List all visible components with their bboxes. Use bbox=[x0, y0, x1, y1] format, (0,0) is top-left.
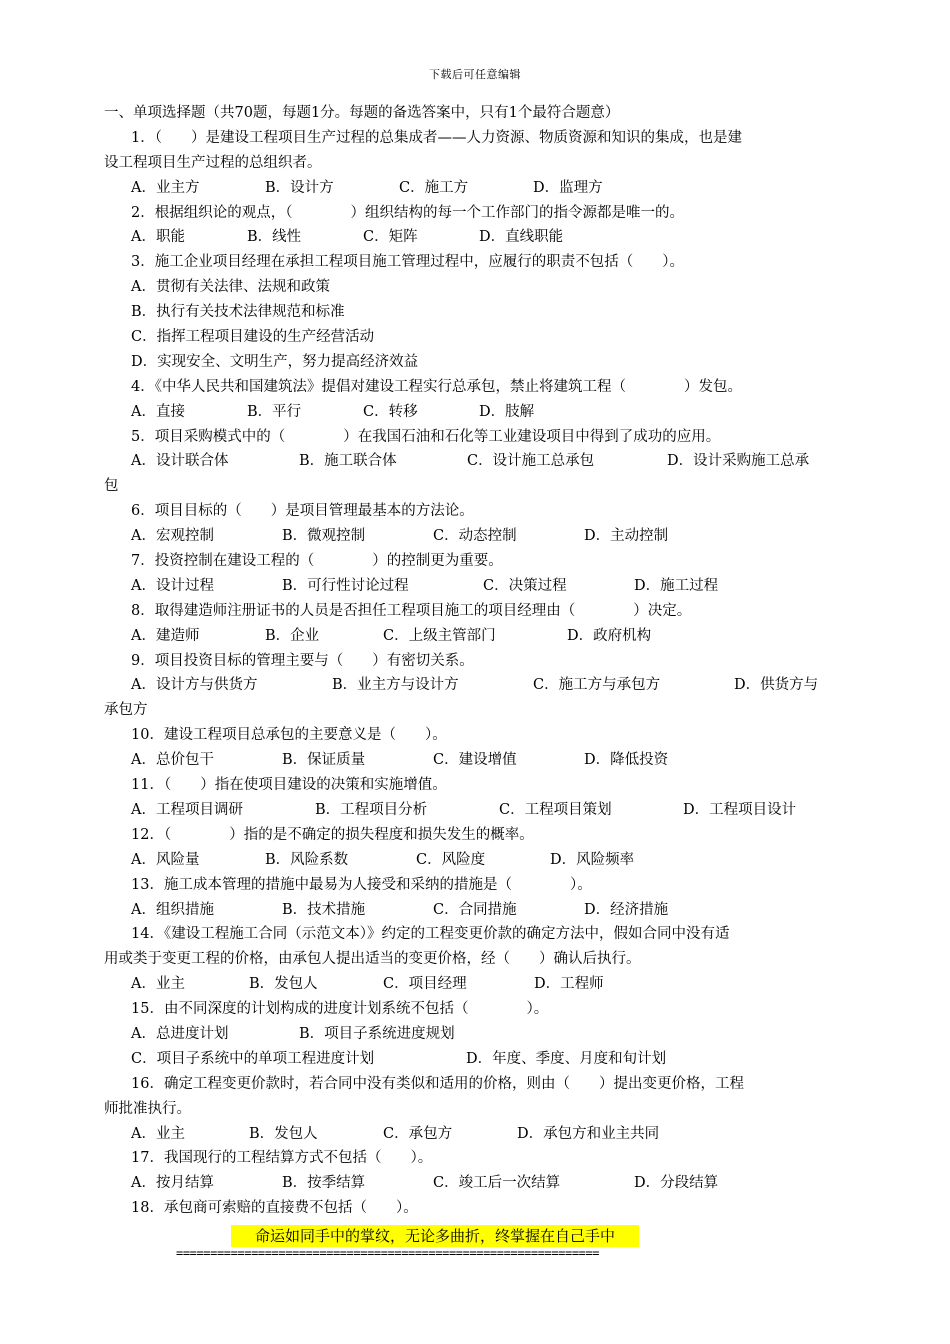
option: C．竣工后一次结算 bbox=[433, 1175, 561, 1192]
option: B．技术措施 bbox=[282, 901, 366, 918]
option: C．项目经理 bbox=[383, 976, 467, 993]
option: D．主动控制 bbox=[584, 528, 669, 545]
option: A．设计方与供货方 bbox=[131, 677, 258, 694]
question-stem: 7．投资控制在建设工程的（ ）的控制更为重要。 bbox=[131, 553, 503, 570]
option: D．分段结算 bbox=[634, 1175, 719, 1192]
option: D．风险频率 bbox=[550, 851, 635, 868]
question-stem: 5．项目采购模式中的（ ）在我国石油和石化等工业建设项目中得到了成功的应用。 bbox=[131, 428, 721, 445]
option: B．按季结算 bbox=[282, 1175, 366, 1192]
question-stem: 6．项目目标的（ ）是项目管理最基本的方法论。 bbox=[131, 503, 474, 520]
option: B．平行 bbox=[247, 403, 302, 420]
option: B．业主方与设计方 bbox=[332, 677, 459, 694]
option: C．建设增值 bbox=[433, 752, 517, 769]
question-list bbox=[104, 101, 844, 1221]
question-stem: 3．施工企业项目经理在承担工程项目施工管理过程中，应履行的职责不包括（ ）。 bbox=[131, 254, 684, 271]
option: C．项目子系统中的单项工程进度计划 bbox=[131, 1050, 375, 1067]
question-stem: 13．施工成本管理的措施中最易为人接受和采纳的措施是（ ）。 bbox=[131, 876, 592, 893]
footer-motto: 命运如同手中的掌纹，无论多曲折，终掌握在自己手中 bbox=[231, 1225, 639, 1247]
option: A．贯彻有关法律、法规和政策 bbox=[131, 279, 330, 296]
option: C．矩阵 bbox=[363, 229, 418, 246]
option: D．供货方与 bbox=[734, 677, 819, 694]
options-row bbox=[104, 449, 844, 474]
footer-rule: ============================================================== bbox=[176, 1246, 600, 1260]
option: C．设计施工总承包 bbox=[467, 453, 595, 470]
options-row bbox=[104, 1047, 844, 1072]
options-row bbox=[104, 624, 844, 649]
question-stem: 师批准执行。 bbox=[104, 1100, 191, 1117]
options-row bbox=[104, 1022, 844, 1047]
option: D．工程师 bbox=[534, 976, 604, 993]
option-continuation: 承包方 bbox=[104, 702, 148, 719]
question-stem: 12．（ ）指的是不确定的损失程度和损失发生的概率。 bbox=[131, 826, 534, 843]
option: A．工程项目调研 bbox=[131, 801, 243, 818]
option: C．风险度 bbox=[416, 851, 486, 868]
option: C．转移 bbox=[363, 403, 418, 420]
option: A．组织措施 bbox=[131, 901, 214, 918]
option: B．工程项目分析 bbox=[315, 801, 428, 818]
option: D．实现安全、文明生产，努力提高经济效益 bbox=[131, 353, 419, 370]
option: D．承包方和业主共同 bbox=[517, 1125, 660, 1142]
option: D．政府机构 bbox=[567, 627, 652, 644]
options-row bbox=[104, 1122, 844, 1147]
option: C．指挥工程项目建设的生产经营活动 bbox=[131, 329, 375, 346]
question-stem: 2．根据组织论的观点，（ ）组织结构的每一个工作部门的指令源都是唯一的。 bbox=[131, 204, 684, 221]
option: A．业主 bbox=[131, 1125, 185, 1142]
question-stem: 用或类于变更工程的价格，由承包人提出适当的变更价格，经（ ）确认后执行。 bbox=[104, 951, 641, 968]
option: A．职能 bbox=[131, 229, 185, 246]
option: C．合同措施 bbox=[433, 901, 517, 918]
section-title: 一、单项选择题（共70题，每题1分。每题的备选答案中，只有1个最符合题意） bbox=[104, 105, 620, 121]
option: D．年度、季度、月度和旬计划 bbox=[466, 1050, 667, 1067]
option: A．业主 bbox=[131, 976, 185, 993]
options-row bbox=[104, 400, 844, 425]
options-row bbox=[104, 225, 844, 250]
option: D．监理方 bbox=[533, 179, 603, 196]
options-row bbox=[104, 176, 844, 201]
option: D．直线职能 bbox=[479, 229, 564, 246]
option: B．执行有关技术法律规范和标准 bbox=[131, 304, 345, 321]
option: A．直接 bbox=[131, 403, 185, 420]
option: B．发包人 bbox=[249, 1125, 318, 1142]
options-row bbox=[104, 748, 844, 773]
option: B．微观控制 bbox=[282, 528, 366, 545]
option: D．经济措施 bbox=[584, 901, 669, 918]
option: A．设计联合体 bbox=[131, 453, 229, 470]
options-row bbox=[104, 898, 844, 923]
option: B．项目子系统进度规划 bbox=[299, 1025, 455, 1042]
question-stem: 设工程项目生产过程的总组织者。 bbox=[104, 154, 322, 171]
options-row bbox=[104, 673, 844, 698]
option: B．设计方 bbox=[265, 179, 334, 196]
question-stem: 4．《中华人民共和国建筑法》提倡对建设工程实行总承包，禁止将建筑工程（ ）发包。 bbox=[131, 378, 742, 395]
option: D．降低投资 bbox=[584, 752, 669, 769]
option: A．总进度计划 bbox=[131, 1025, 229, 1042]
question-stem: 1．（ ）是建设工程项目生产过程的总集成者——人力资源、物质资源和知识的集成，也是建 bbox=[131, 129, 742, 146]
question-stem: 14．《建设工程施工合同（示范文本）》约定的工程变更价款的确定方法中，假如合同中没有适 bbox=[131, 926, 730, 943]
option: A．风险量 bbox=[131, 851, 200, 868]
options-row bbox=[104, 848, 844, 873]
question-stem: 17．我国现行的工程结算方式不包括（ ）。 bbox=[131, 1150, 433, 1167]
question-stem: 18．承包商可索赔的直接费不包括（ ）。 bbox=[131, 1200, 418, 1217]
option: B．可行性讨论过程 bbox=[282, 577, 409, 594]
question-stem: 10．建设工程项目总承包的主要意义是（ ）。 bbox=[131, 727, 447, 744]
option: C．施工方与承包方 bbox=[533, 677, 661, 694]
options-row bbox=[104, 524, 844, 549]
option: D．肢解 bbox=[479, 403, 535, 420]
option: C．动态控制 bbox=[433, 528, 517, 545]
question-stem: 11．（ ）指在使项目建设的决策和实施增值。 bbox=[131, 777, 447, 794]
options-row bbox=[104, 798, 844, 823]
header-note: 下载后可任意编辑 bbox=[429, 68, 521, 81]
option: A．宏观控制 bbox=[131, 528, 214, 545]
question-stem: 8．取得建造师注册证书的人员是否担任工程项目施工的项目经理由（ ）决定。 bbox=[131, 602, 692, 619]
option: C．决策过程 bbox=[483, 577, 567, 594]
option: B．企业 bbox=[265, 627, 320, 644]
option: D．工程项目设计 bbox=[683, 801, 797, 818]
option: C．施工方 bbox=[399, 179, 469, 196]
option: C．承包方 bbox=[383, 1125, 453, 1142]
question-stem: 9．项目投资目标的管理主要与（ ）有密切关系。 bbox=[131, 652, 474, 669]
option: A．建造师 bbox=[131, 627, 200, 644]
option: C．上级主管部门 bbox=[383, 627, 496, 644]
option: B．保证质量 bbox=[282, 752, 366, 769]
option: B．线性 bbox=[247, 229, 302, 246]
options-row bbox=[104, 972, 844, 997]
option: B．风险系数 bbox=[265, 851, 349, 868]
option: A．业主方 bbox=[131, 179, 200, 196]
options-row bbox=[104, 1171, 844, 1196]
question-stem: 16．确定工程变更价款时，若合同中没有类似和适用的价格，则由（ ）提出变更价格，工程 bbox=[131, 1075, 744, 1092]
question-stem: 15．由不同深度的计划构成的进度计划系统不包括（ ）。 bbox=[131, 1001, 549, 1018]
option: A．总价包干 bbox=[131, 752, 214, 769]
option: B．施工联合体 bbox=[299, 453, 397, 470]
option: D．施工过程 bbox=[634, 577, 719, 594]
option: C．工程项目策划 bbox=[499, 801, 612, 818]
option-continuation: 包 bbox=[104, 478, 119, 495]
option: B．发包人 bbox=[249, 976, 318, 993]
options-row bbox=[104, 574, 844, 599]
option: A．按月结算 bbox=[131, 1175, 214, 1192]
option: A．设计过程 bbox=[131, 577, 214, 594]
option: D．设计采购施工总承 bbox=[667, 453, 810, 470]
